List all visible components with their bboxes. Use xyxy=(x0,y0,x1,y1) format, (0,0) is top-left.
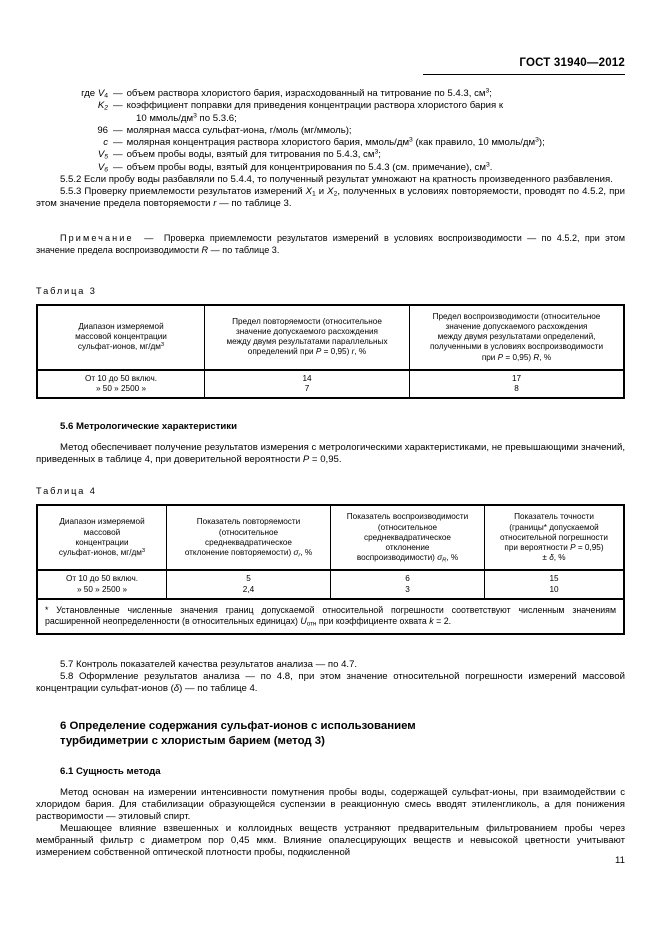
table4-header-accuracy: Показатель точности (границы* допускаемой относительной погрешности при вероятности P = 0,95) ± δ, % xyxy=(485,505,625,570)
heading-5-6: 5.6 Метрологические характеристики xyxy=(60,421,238,433)
legend-definition: молярная концентрация раствора хлористого бария, ммоль/$дм^3$ (как правило, 10 ммоль/$дм^3$); xyxy=(126,136,545,149)
legend-symbol: $K_2$ xyxy=(97,100,108,112)
legend-dash: — xyxy=(113,88,123,99)
table4-cell-reproducibility: 6 xyxy=(331,570,485,584)
legend-continuation: 10 ммоль/$дм^3$ по 5.3.6; xyxy=(136,112,237,124)
note-paragraph: Примечание — Проверка приемлемости результатов измерений в условиях воспроизводимости — по 4.5.2, при этом значение предела воспроизводимости R — по таблице 3. xyxy=(36,233,625,256)
legend-dash: — xyxy=(113,137,123,149)
legend-symbol: c xyxy=(103,137,108,149)
note-label: Примечание xyxy=(60,233,134,244)
standard-header: ГОСТ 31940—2012 xyxy=(519,57,625,69)
table3-cell-reproducibility: 8 xyxy=(410,384,625,398)
formula-legend xyxy=(36,88,625,174)
clause-5-7: 5.7 Контроль показателей качества результатов анализа — по 4.7. xyxy=(60,659,358,671)
table3-cell-repeatability: 7 xyxy=(205,384,410,398)
legend-dash: — xyxy=(113,149,123,161)
legend-dash: — xyxy=(113,124,123,136)
table3-cell-range: От 10 до 50 включ. xyxy=(37,370,205,384)
table4-header-range: Диапазон измеряемой массовой концентрации сульфат-ионов, $мг/дм^3$ xyxy=(37,505,167,570)
table-3 xyxy=(36,304,625,399)
legend-definition: объем пробы воды, взятый для концентрирования по 5.4.3 (см. примечание), $см^3$. xyxy=(126,161,493,173)
heading-section-6: 6 Определение содержания сульфат-ионов с использованием турбидиметрии с хлористым барием (метод 3) xyxy=(60,720,416,748)
legend-symbol: $V_6$ xyxy=(97,161,108,174)
table4-footnote: * Установленные численные значения границ допускаемой относительной погрешности соответствуют численным значениям расширенной неопределенности (в относительных единицах) $U_{отн}$ при коэффициенте охвата k = 2. xyxy=(37,599,624,634)
legend-item xyxy=(36,162,625,174)
table-row xyxy=(37,585,624,599)
table4-cell-accuracy: 15 xyxy=(485,570,625,584)
legend-item xyxy=(36,137,625,149)
legend-item xyxy=(36,125,625,137)
table3-header-range: Диапазон измеряемой массовой концентрации сульфат-ионов, $мг/дм^3$ xyxy=(37,305,205,370)
heading-6-1: 6.1 Сущность метода xyxy=(60,765,161,777)
table3-header-repeatability: Предел повторяемости (относительное значение допускаемого расхождения между двумя результатами параллельных определений при P = 0,95) r, % xyxy=(205,305,410,370)
table-row xyxy=(37,370,624,384)
legend-definition: объем раствора хлористого бария, израсходованный на титрование по 5.4.3, $см^3$; xyxy=(126,87,492,99)
table4-header-row xyxy=(37,505,624,570)
table4-cell-range: » 50 » 2500 » xyxy=(37,585,167,599)
legend-item xyxy=(36,149,625,161)
legend-definition: коэффициент поправки для приведения концентрации раствора хлористого бария к xyxy=(126,100,504,112)
table4-cell-reproducibility: 3 xyxy=(331,585,485,599)
clause-5-8: 5.8 Оформление результатов анализа — по 4.8, при этом значение относительной погрешности измерений массовой концентрации сульфат-ионов (δ) — по таблице 4. xyxy=(36,671,625,695)
page-content xyxy=(36,88,625,859)
legend-definition: объем пробы воды, взятый для титрования по 5.4.3, $см^3$; xyxy=(126,149,381,161)
table3-cell-repeatability: 14 xyxy=(205,370,410,384)
table4-header-reproducibility: Показатель воспроизводимости (относительное среднеквадратическое отклонение воспроизводимости) $\sigma_R$, % xyxy=(331,505,485,570)
table3-caption: Таблица 3 xyxy=(36,285,97,296)
legend-symbol: $V_5$ xyxy=(97,149,108,162)
table4-cell-accuracy: 10 xyxy=(485,585,625,599)
legend-definition: молярная масса сульфат-иона, г/моль (мг/ммоль); xyxy=(126,124,352,136)
legend-dash: — xyxy=(113,100,123,112)
table-row xyxy=(37,384,624,398)
table3-cell-range: » 50 » 2500 » xyxy=(37,384,205,398)
legend-item xyxy=(36,88,625,100)
table3-header-reproducibility: Предел воспроизводимости (относительное значение допускаемого расхождения между двумя результатами определений, полученными в условиях воспроизводимости при P = 0,95) R, % xyxy=(410,305,625,370)
table4-caption: Таблица 4 xyxy=(36,486,97,497)
table4-cell-range: От 10 до 50 включ. xyxy=(37,570,167,584)
page-number: 11 xyxy=(615,855,625,866)
section-6-1-para-1: Метод основан на измерении интенсивности помутнения пробы воды, содержащей сульфат-ионы, при взаимодействии с хлоридом бария. Для стабилизации образующейся суспензии в реакционную смесь вводят этиленгликоль, а для понижения растворимости — этиловый спирт. xyxy=(36,786,625,822)
clause-5-5-3: 5.5.3 Проверку приемлемости результатов измерений $X_1$ и $X_2$, полученных в условиях повторяемости, проводят по 4.5.2, при этом значение предела повторяемости r — по таблице 3. xyxy=(36,186,625,210)
table4-cell-repeatability: 2,4 xyxy=(167,585,331,599)
legend-symbol: 96 xyxy=(97,124,108,136)
legend-dash: — xyxy=(113,161,123,173)
legend-symbol: где $V_4$ xyxy=(81,88,108,100)
table3-header-row xyxy=(37,305,624,370)
clause-5-6-body: Метод обеспечивает получение результатов измерения с метрологическими характеристиками, не превышающими значений, приведенных в таблице 4, при доверительной вероятности P = 0,95. xyxy=(36,442,625,466)
table4-footnote-row xyxy=(37,599,624,634)
header-rule xyxy=(423,74,625,75)
table3-cell-reproducibility: 17 xyxy=(410,370,625,384)
table-row xyxy=(37,570,624,584)
section-6-1-para-2: Мешающее влияние взвешенных и коллоидных веществ устраняют предварительным фильтрованием пробы через мембранный фильтр с диаметром пор 0,45 мкм. Влияние опалесцирующих веществ и невысокой цветности учитывают измерением собственной оптической плотности пробы, подкисленной xyxy=(36,822,625,859)
table4-cell-repeatability: 5 xyxy=(167,570,331,584)
legend-item xyxy=(36,100,625,112)
table4-header-repeatability: Показатель повторяемости (относительное среднеквадратическое отклонение повторяемости) $\sigma_r$, % xyxy=(167,505,331,570)
table-4 xyxy=(36,504,625,635)
clause-5-5-2: 5.5.2 Если пробу воды разбавляли по 5.4.4, то полученный результат умножают на кратность произведенного разбавления. xyxy=(60,174,613,186)
